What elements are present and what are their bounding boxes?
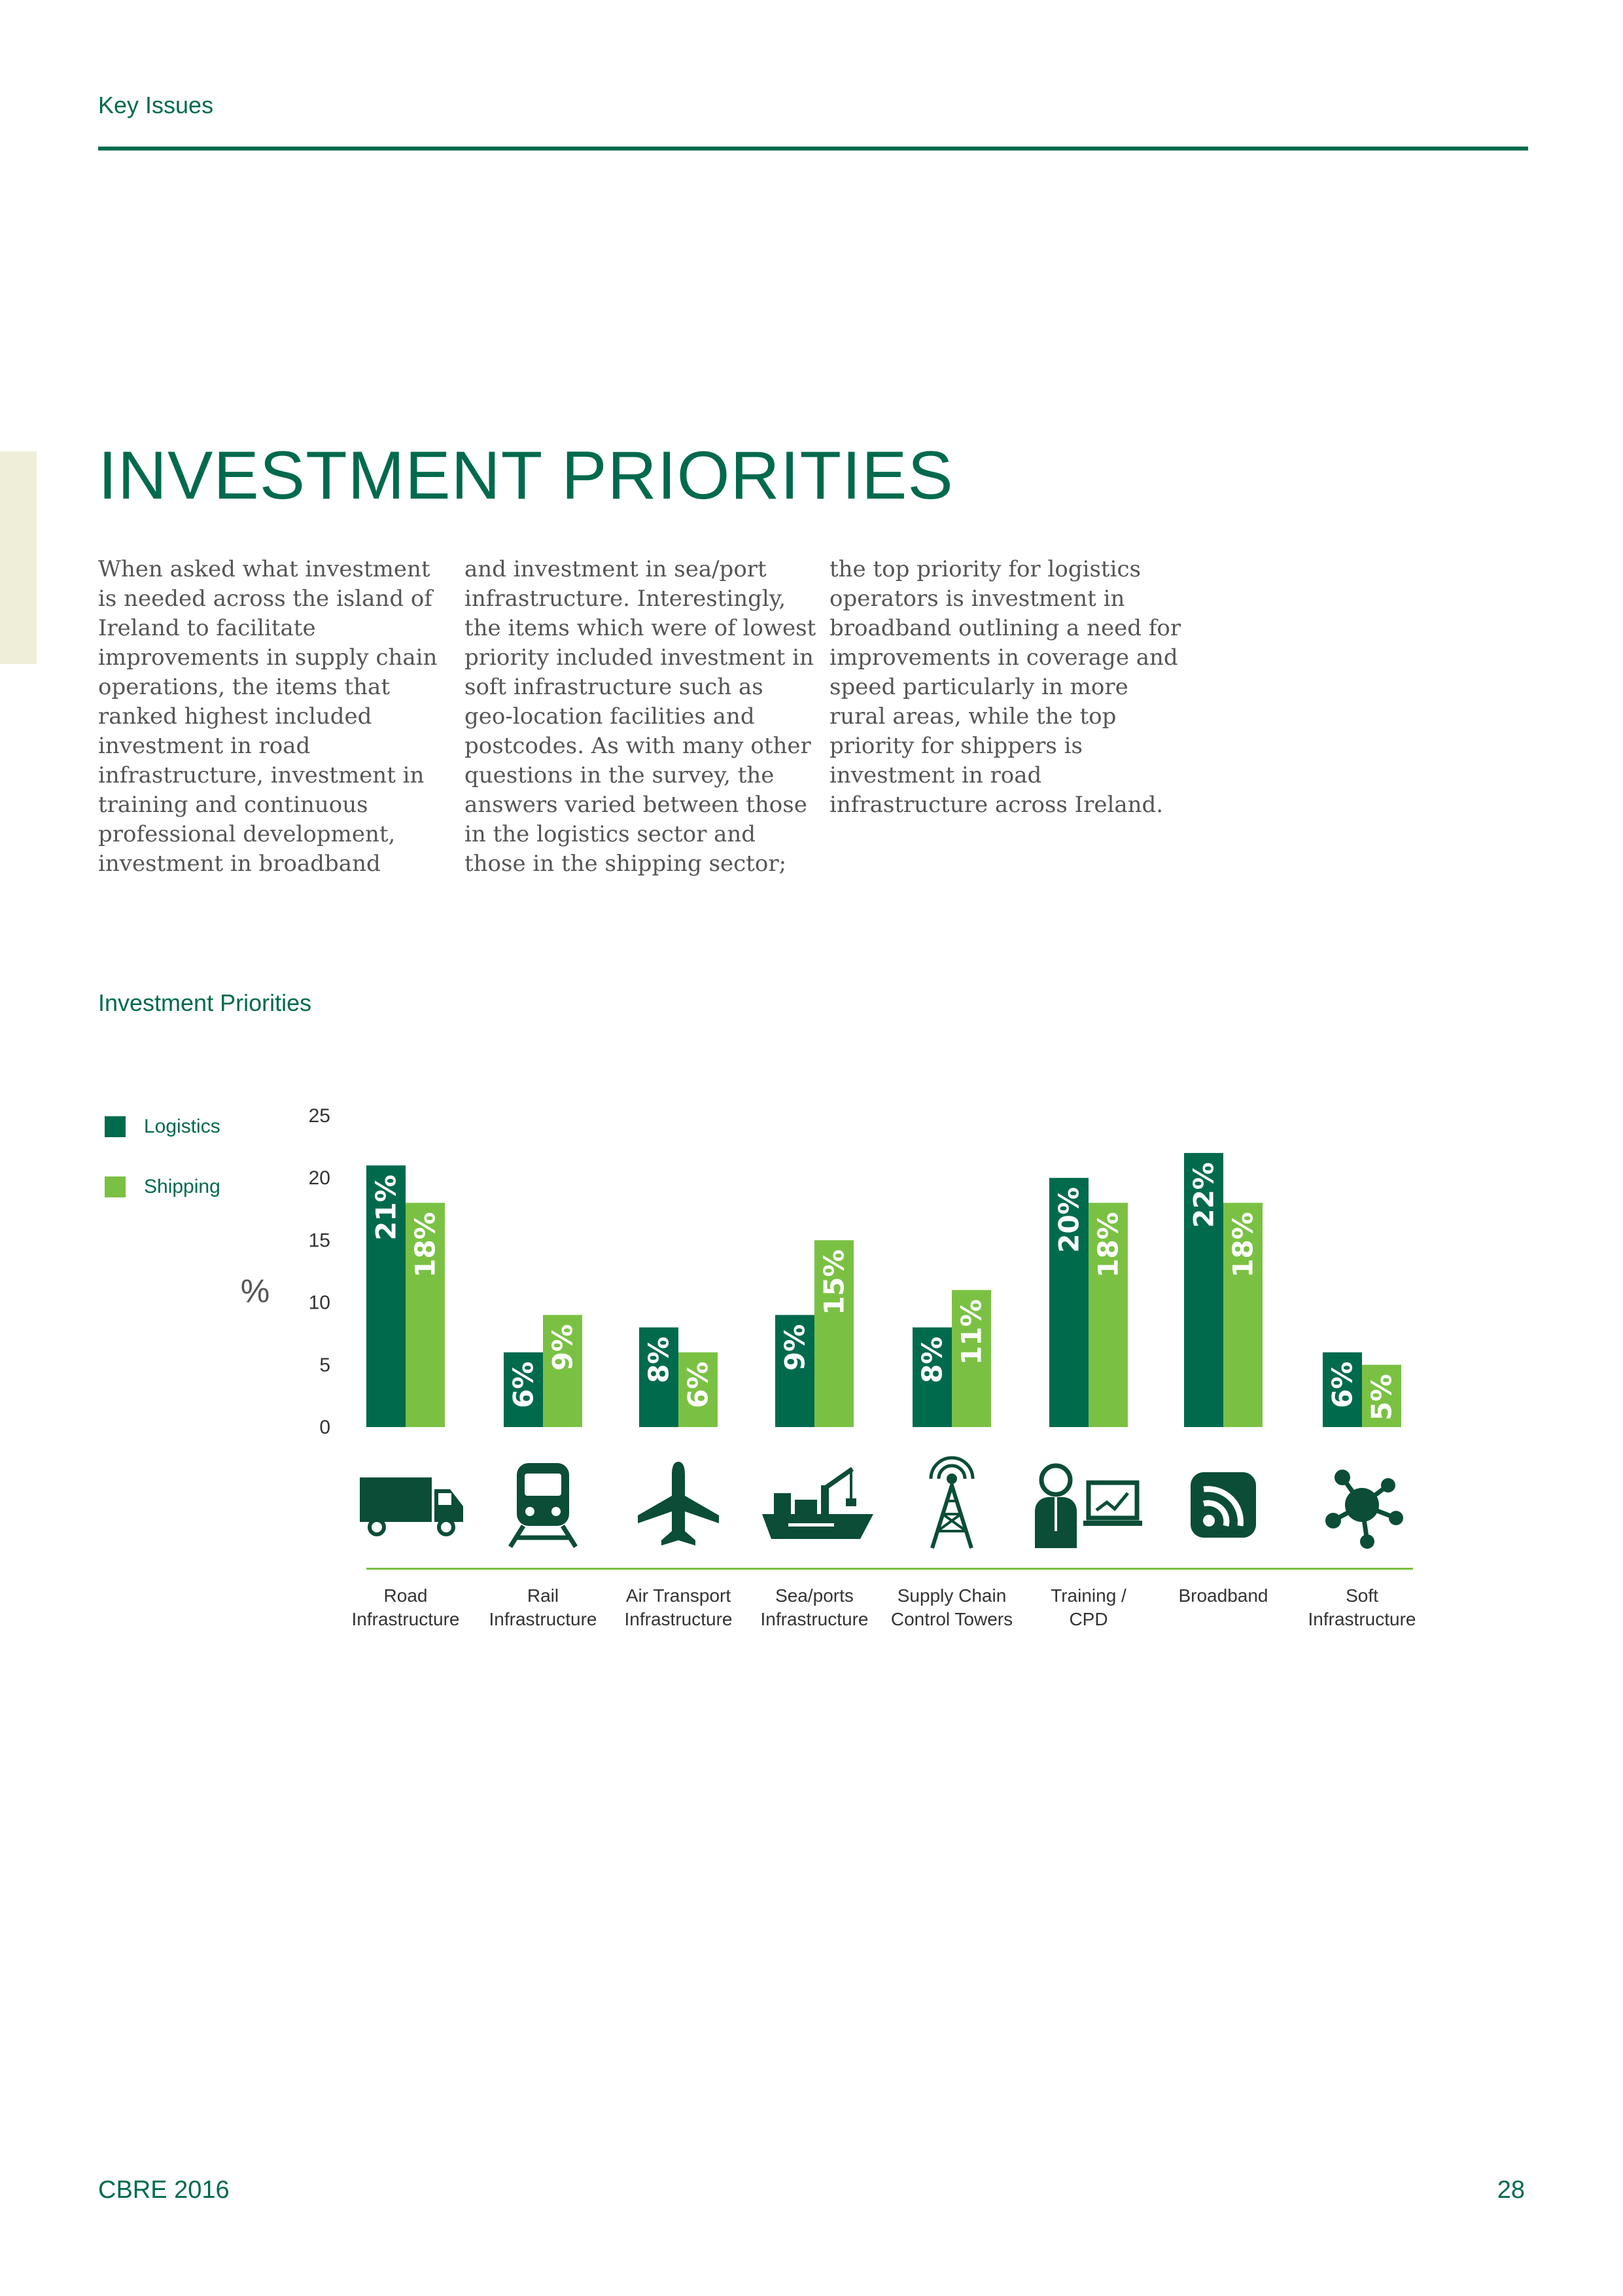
bar-value-label: 9% (546, 1324, 579, 1371)
icon-baseline (366, 1568, 1413, 1570)
bar-value-label: 5% (1365, 1373, 1398, 1421)
bar-value-label: 20% (1053, 1187, 1085, 1253)
footer-publication: CBRE 2016 (98, 2176, 230, 2204)
bar-value-label: 6% (1326, 1361, 1359, 1409)
x-tick-label: Training / (1051, 1585, 1126, 1606)
x-tick-label: Infrastructure (489, 1609, 597, 1629)
bar-value-label: 8% (916, 1336, 949, 1383)
page-number: 28 (1497, 2176, 1525, 2204)
bar-value-label: 6% (682, 1361, 714, 1409)
y-tick-label: 5 (319, 1354, 330, 1376)
y-axis-label: % (240, 1273, 270, 1309)
x-tick-label: Soft (1346, 1585, 1378, 1606)
train-icon (510, 1463, 576, 1547)
x-tick-label: Rail (527, 1585, 559, 1606)
x-tick-label: Sea/ports (775, 1585, 854, 1606)
bar-value-label: 21% (370, 1174, 402, 1241)
y-tick-label: 0 (319, 1417, 330, 1438)
x-tick-label: Infrastructure (1308, 1609, 1416, 1629)
x-tick-label: Infrastructure (351, 1609, 460, 1629)
body-text-2: and investment in sea/port infrastructure. Interestingly, the items which were of lowest priority included investment in soft infrastructure such as geo-location facilities and postcodes. As with many other questions in the survey, the answers varied between those in the logistics sector and those in the shipping sector; (464, 556, 816, 877)
bar-value-label: 22% (1187, 1162, 1220, 1228)
body-text-1: When asked what investment is needed across the island of Ireland to facilitate improvements in supply chain operations, the items that ranked highest included investment in road infrastructure, investment in training and continuous professional development, investment in broadband (98, 556, 438, 877)
network-icon (1325, 1470, 1403, 1549)
training-icon (1035, 1466, 1142, 1548)
airplane-icon (638, 1462, 719, 1545)
bar-value-label: 18% (409, 1212, 442, 1278)
y-tick-label: 25 (308, 1105, 330, 1127)
y-tick-label: 20 (308, 1167, 330, 1190)
x-tick-label: Supply Chain (897, 1585, 1007, 1606)
x-tick-label: Infrastructure (760, 1609, 869, 1629)
bar-value-label: 9% (778, 1324, 811, 1371)
chart-title: Investment Priorities (98, 989, 312, 1016)
truck-icon (360, 1477, 463, 1534)
y-tick-label: 10 (308, 1292, 330, 1314)
x-tick-label: Broadband (1178, 1585, 1268, 1606)
bar-value-label: 6% (507, 1361, 540, 1409)
bar-value-label: 18% (1092, 1212, 1125, 1278)
bar-value-label: 18% (1227, 1212, 1259, 1278)
ship-icon (762, 1467, 873, 1539)
x-tick-label: Air Transport (625, 1585, 731, 1606)
legend-label-logistics: Logistics (144, 1116, 220, 1137)
section-label: Key Issues (98, 92, 214, 118)
bar-value-label: 11% (955, 1299, 988, 1366)
bar-value-label: 8% (642, 1336, 675, 1383)
broadband-icon (1191, 1472, 1256, 1538)
y-tick-label: 15 (308, 1229, 330, 1252)
legend-label-shipping: Shipping (144, 1176, 220, 1197)
body-text-3: the top priority for logistics operators is investment in broadband outlining a need for improvements in coverage and speed particularly in more rural areas, while the top priority for shippers is investment in road infrastructure across Ireland. (829, 556, 1181, 818)
x-tick-label: Infrastructure (624, 1609, 733, 1629)
page-title: INVESTMENT PRIORITIES (98, 438, 954, 514)
x-tick-label: Control Towers (890, 1609, 1013, 1629)
tower-icon (931, 1458, 973, 1548)
x-tick-label: Road (383, 1585, 428, 1606)
bar-value-label: 15% (818, 1249, 850, 1315)
x-tick-label: CPD (1069, 1609, 1108, 1629)
